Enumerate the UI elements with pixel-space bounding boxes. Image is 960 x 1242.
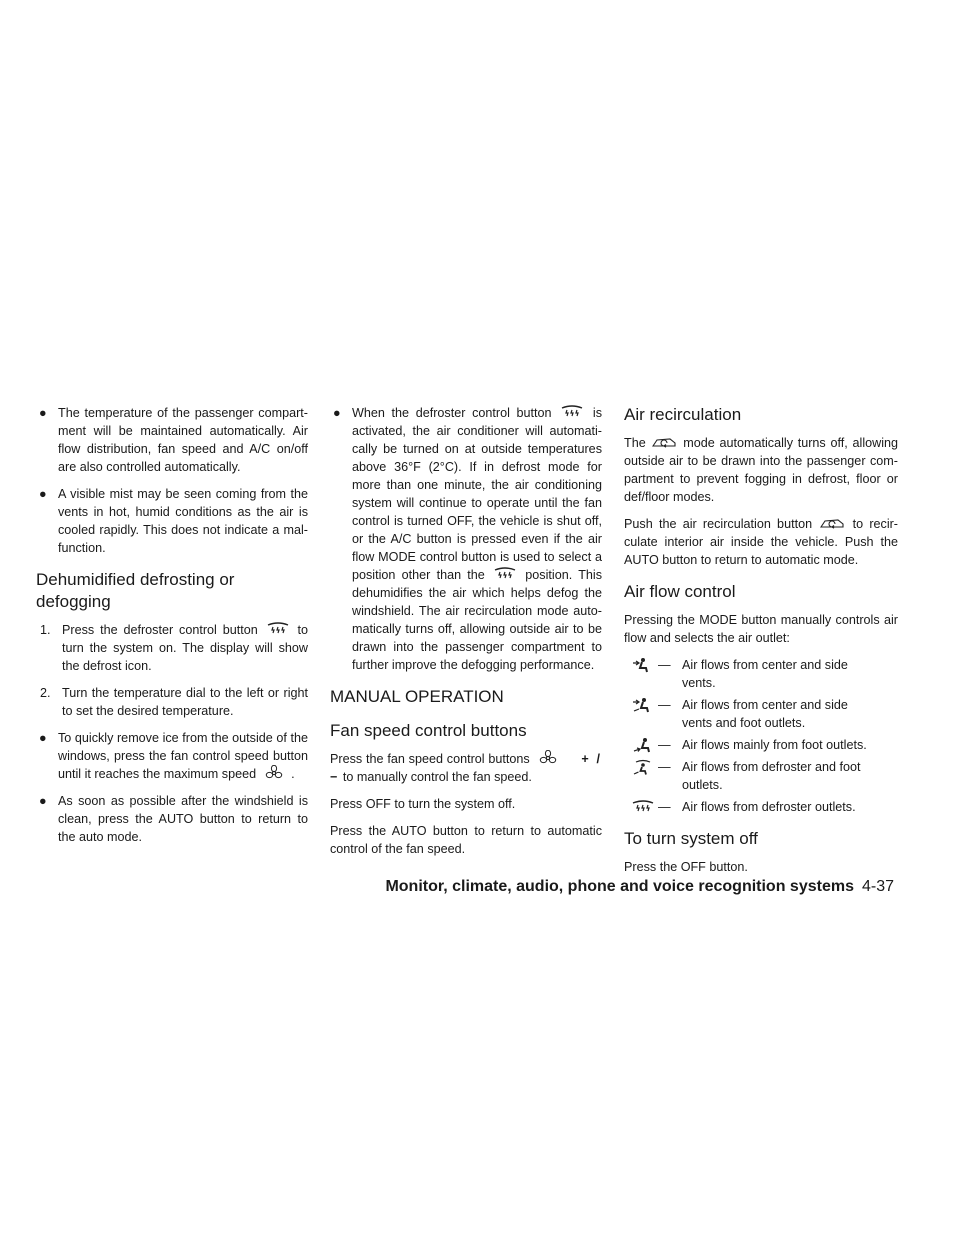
dash: —: [658, 658, 671, 672]
vent-mode-icon: [630, 657, 656, 673]
bullet-ice: [36, 729, 308, 783]
column-right: [624, 404, 898, 885]
mode-text-line1: Air flows mainly from foot outlets.: [682, 738, 867, 752]
step-number: 1.: [40, 623, 51, 637]
dash: —: [658, 738, 671, 752]
bullet-text-cont2: position. This dehumidifies the air which helps defog the windshield. The air recirculation mode auto-matically turns off, allowing outside air to be drawn into the passenger compartment to further improve the defogging performance.: [352, 568, 602, 672]
recirc-text-cont: to recir-culate interior air inside the vehicle. Push the AUTO button to return to automatic mode.: [624, 517, 899, 567]
step-1: [36, 621, 308, 675]
step-2: [36, 684, 308, 720]
mode-row-bi-level: [624, 696, 898, 732]
recirc-paragraph-2: [624, 515, 898, 569]
recirc-text-cont: mode automatically turns off, allowing outside air to be drawn into the passenger com-partment to prevent fogging in defrost, floor or def/floor modes.: [624, 436, 899, 504]
bullet-temperature: [36, 404, 308, 476]
heading-air-recirculation: Air recirculation: [624, 405, 742, 424]
heading-air-flow-control: Air flow control: [624, 582, 736, 601]
step-text: Turn the temperature dial to the left or right to set the desired temperature.: [62, 686, 308, 718]
fan-paragraph-2: Press OFF to turn the system off.: [330, 797, 516, 811]
fan-icon: [260, 765, 288, 781]
bullet-text: A visible mist may be seen coming from the vents in hot, humid conditions as the air is cooled rapidly. This does not indicate a mal-function.: [58, 487, 308, 555]
column-middle: [330, 404, 602, 867]
def-foot-mode-icon: [630, 759, 656, 775]
mode-row-defrost: [624, 798, 898, 816]
fan-paragraph-3: Press the AUTO button to return to automatic control of the fan speed.: [330, 824, 602, 856]
mode-row-def-foot: [624, 758, 898, 794]
heading-manual-operation: MANUAL OPERATION: [330, 687, 504, 706]
defrost-icon: [558, 404, 586, 420]
mode-text-line1: Air flows from center and side: [682, 698, 848, 712]
recirc-paragraph-1: [624, 434, 898, 506]
bullet-dot: ●: [39, 794, 47, 808]
bi-level-mode-icon: [630, 697, 656, 713]
step-text-cont: to turn the system on. The display will show the defrost icon.: [62, 623, 309, 673]
bullet-text-cont: is activated, the air conditioner will automati-cally be turned on at outside temperatures above 36°F (2°C). If in defrost mode for more than one minute, the air conditioning system will continue to operate until the fan control is turned OFF, the vehicle is shut off, or the A/C button is pressed even if the air flow MODE control button is used to select a position other than the: [352, 406, 603, 582]
step-number: 2.: [40, 686, 51, 700]
recirc-text: The: [624, 436, 646, 450]
mode-text-line2: vents.: [682, 676, 716, 690]
recirculation-icon: [818, 515, 846, 531]
plus-minus-label: + / −: [330, 752, 603, 784]
heading-fan-speed: Fan speed control buttons: [330, 721, 527, 740]
mode-text-line1: Air flows from center and side: [682, 658, 848, 672]
dash: —: [658, 760, 671, 774]
bullet-defroster: [330, 404, 602, 674]
heading-turn-off: To turn system off: [624, 829, 758, 848]
turn-off-paragraph: Press the OFF button.: [624, 860, 748, 874]
fan-paragraph-1: [330, 750, 602, 786]
mode-row-foot: [624, 736, 898, 754]
defrost-icon: [264, 621, 292, 637]
bullet-text: As soon as possible after the windshield is clean, press the AUTO button to return to the auto mode.: [58, 794, 308, 844]
dash: —: [658, 800, 671, 814]
defrost-icon: [491, 566, 519, 582]
bullet-text-cont: .: [291, 767, 295, 781]
bullet-dot: ●: [333, 406, 341, 420]
fan-text-cont: to manually control the fan speed.: [342, 770, 532, 784]
mode-text-line2: outlets.: [682, 778, 723, 792]
recirculation-icon: [650, 434, 678, 450]
bullet-text: To quickly remove ice from the outside of the windows, press the fan control speed button until it reaches the maximum speed: [58, 731, 308, 781]
defrost-mode-icon: [630, 799, 656, 815]
dash: —: [658, 698, 671, 712]
fan-icon: [534, 750, 562, 766]
step-text: Press the defroster control button: [62, 623, 258, 637]
bullet-dot: ●: [39, 406, 47, 420]
airflow-intro: Pressing the MODE button manually controls air flow and selects the air outlet:: [624, 613, 898, 645]
bullet-text: When the defroster control button: [352, 406, 552, 420]
page-number: 4-37: [861, 878, 894, 895]
footer-section-title: Monitor, climate, audio, phone and voice recognition systems: [385, 878, 854, 895]
bullet-auto: [36, 792, 308, 846]
mode-text-line1: Air flows from defroster and foot: [682, 760, 861, 774]
bullet-text: The temperature of the passenger compart-ment will be maintained automatically. Air flow distribution, fan speed and A/C on/off are also controlled automatically.: [58, 406, 308, 474]
bullet-dot: ●: [39, 731, 47, 745]
mode-text-line1: Air flows from defroster outlets.: [682, 800, 856, 814]
mode-text-line2: vents and foot outlets.: [682, 716, 806, 730]
foot-mode-icon: [630, 737, 656, 753]
column-left: [36, 404, 308, 855]
heading-dehumidified: Dehumidified defrosting or defogging: [36, 570, 235, 611]
bullet-dot: ●: [39, 487, 47, 501]
fan-text: Press the fan speed control buttons: [330, 752, 530, 766]
mode-row-vent: [624, 656, 898, 692]
recirc-text: Push the air recirculation button: [624, 517, 813, 531]
bullet-mist: [36, 485, 308, 557]
page-footer: [385, 878, 894, 896]
